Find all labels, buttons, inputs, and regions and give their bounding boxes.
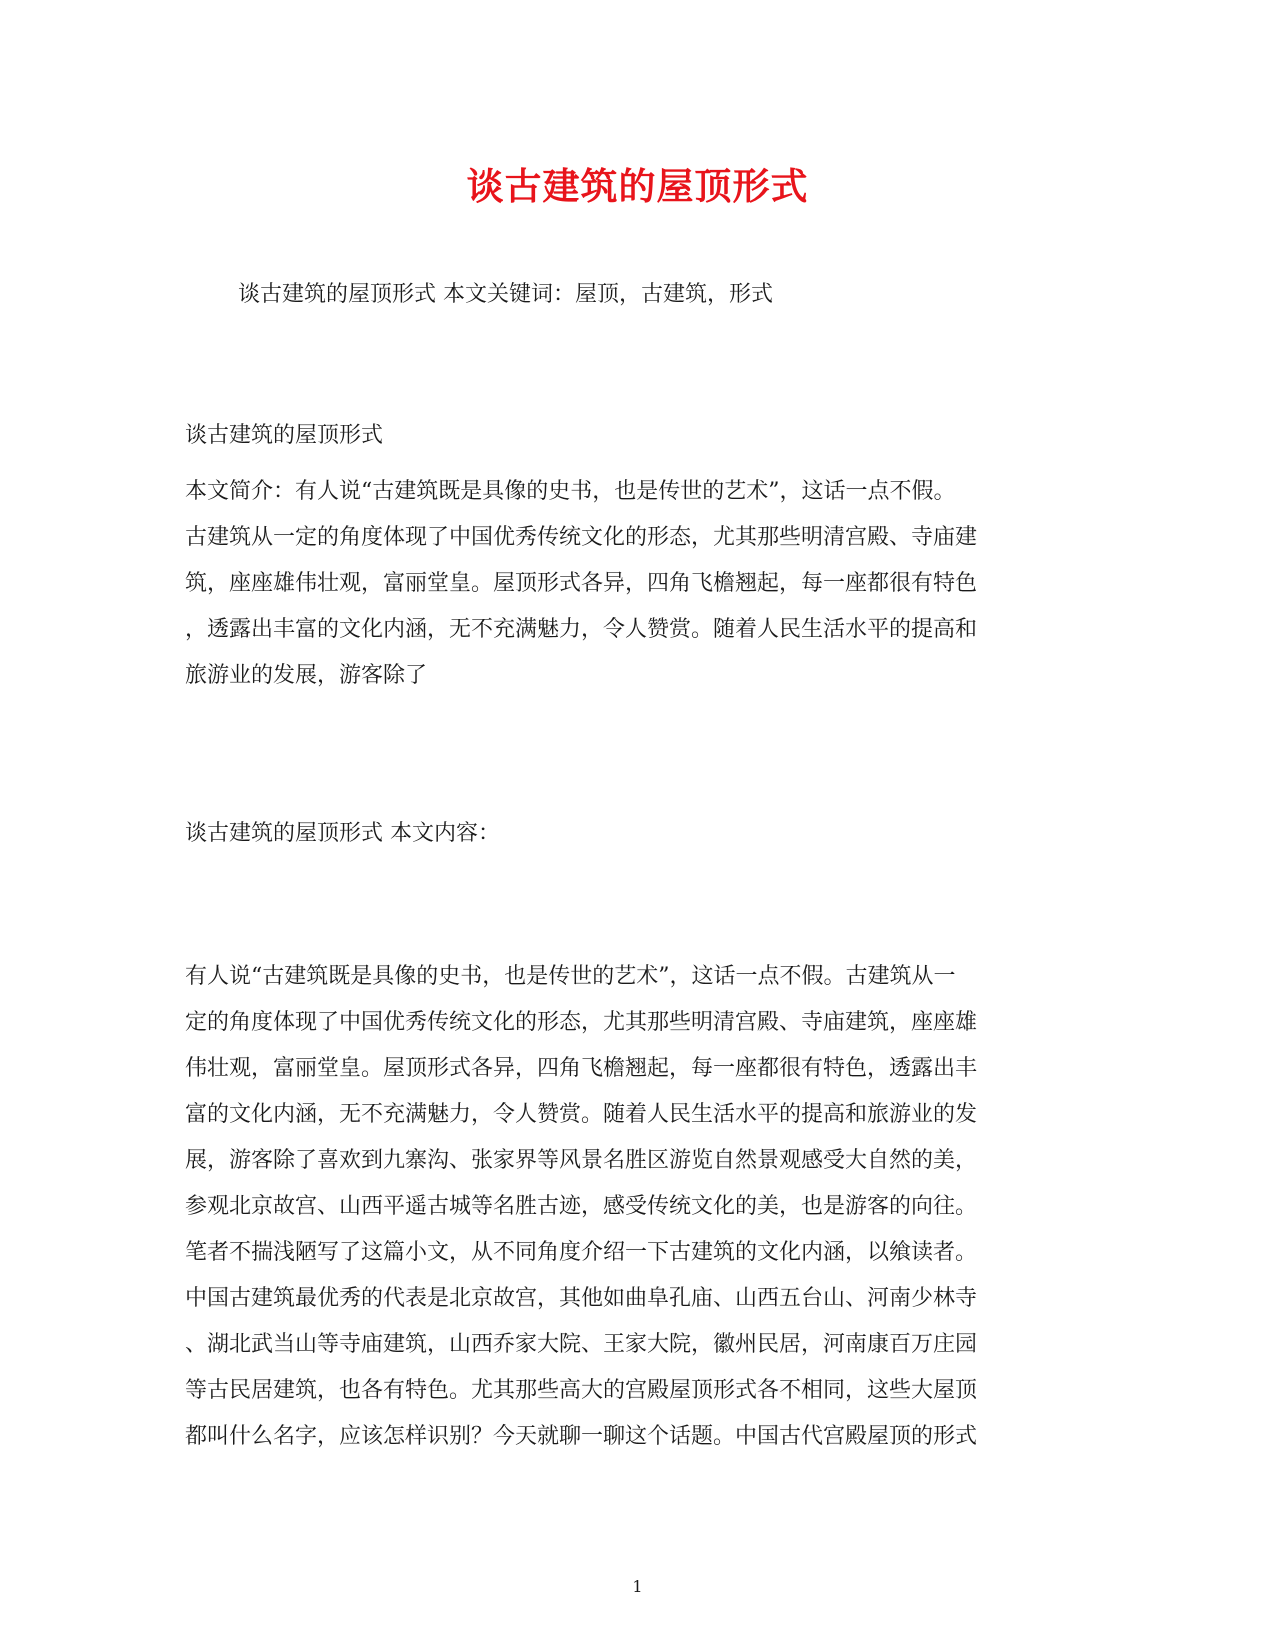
content-line: 富的文化内涵，无不充满魅力，令人赞赏。随着人民生活水平的提高和旅游业的发 (185, 1102, 978, 1127)
document-title: 谈古建筑的屋顶形式 (466, 164, 809, 208)
intro-line: 筑，座座雄伟壮观，富丽堂皇。屋顶形式各异，四角飞檐翘起，每一座都很有特色 (185, 571, 978, 596)
content-line: 笔者不揣浅陋写了这篇小文，从不同角度介绍一下古建筑的文化内涵，以飨读者。 (185, 1240, 978, 1265)
content-line: 、湖北武当山等寺庙建筑，山西乔家大院、王家大院，徽州民居，河南康百万庄园 (185, 1332, 978, 1357)
content-heading: 谈古建筑的屋顶形式 本文内容： (185, 821, 500, 846)
content-line: 都叫什么名字，应该怎样识别？今天就聊一聊这个话题。中国古代宫殿屋顶的形式 (185, 1424, 978, 1449)
intro-paragraph (185, 469, 1090, 699)
keywords-line: 谈古建筑的屋顶形式 本文关键词：屋顶，古建筑，形式 (238, 282, 773, 307)
intro-line: 古建筑从一定的角度体现了中国优秀传统文化的形态，尤其那些明清宫殿、寺庙建 (185, 525, 978, 550)
intro-line: 旅游业的发展，游客除了 (185, 663, 428, 688)
content-line: 伟壮观，富丽堂皇。屋顶形式各异，四角飞檐翘起，每一座都很有特色，透露出丰 (185, 1056, 978, 1081)
section-heading: 谈古建筑的屋顶形式 (185, 423, 384, 448)
content-line: 等古民居建筑，也各有特色。尤其那些高大的宫殿屋顶形式各不相同，这些大屋顶 (185, 1378, 978, 1403)
content-line: 定的角度体现了中国优秀传统文化的形态，尤其那些明清宫殿、寺庙建筑，座座雄 (185, 1010, 978, 1035)
content-line: 参观北京故宫、山西平遥古城等名胜古迹，感受传统文化的美，也是游客的向往。 (185, 1194, 978, 1219)
content-paragraph (185, 954, 1090, 1460)
intro-line: ，透露出丰富的文化内涵，无不充满魅力，令人赞赏。随着人民生活水平的提高和 (185, 617, 978, 642)
intro-line: 本文简介：有人说“古建筑既是具像的史书，也是传世的艺术”，这话一点不假。 (185, 479, 956, 504)
content-line: 中国古建筑最优秀的代表是北京故宫，其他如曲阜孔庙、山西五台山、河南少林寺 (185, 1286, 978, 1311)
content-line: 展，游客除了喜欢到九寨沟、张家界等风景名胜区游览自然景观感受大自然的美， (185, 1148, 978, 1173)
content-line: 有人说“古建筑既是具像的史书，也是传世的艺术”，这话一点不假。古建筑从一 (185, 964, 956, 989)
page-number: 1 (632, 1577, 643, 1596)
